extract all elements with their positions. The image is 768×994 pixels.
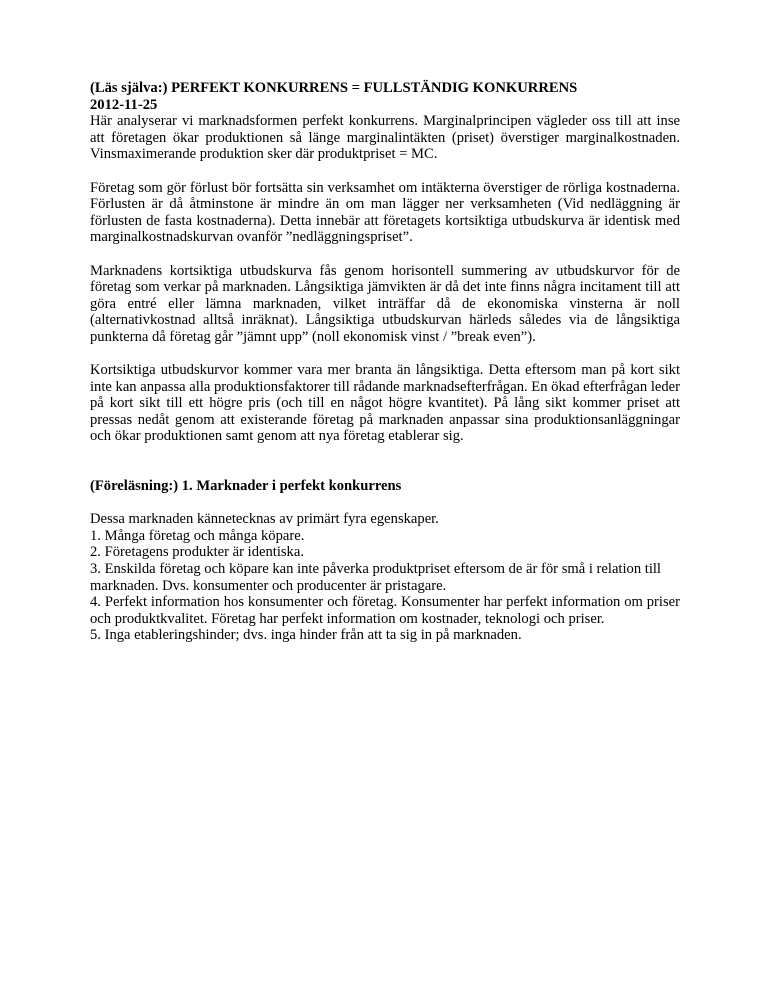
- paragraph-intro: Här analyserar vi marknadsformen perfekt konkurrens. Marginalprincipen vägleder oss till att inse att företagen ökar produktionen så länge marginalintäkten (priset) överstiger marginalkostnaden. Vinsmaximerande produktion sker där produktpriset = MC.: [90, 113, 680, 163]
- characteristics-list: [90, 528, 680, 644]
- paragraph-market-supply: Marknadens kortsiktiga utbudskurva fås genom horisontell summering av utbudskurvor för de företag som verkar på marknaden. Långsiktiga jämvikten är då det inte finns några incitament till att göra entré eller lämna marknaden, vilket inträffar då de ekonomiska vinsterna är noll (alternativkostnad alltså inräknat). Långsiktiga utbudskurvan härleds således via de långsiktiga punkterna då företag går ”jämnt upp” (noll ekonomisk vinst / ”break even”).: [90, 262, 680, 345]
- document-date: 2012-11-25: [90, 96, 158, 113]
- section-intro: Dessa marknaden kännetecknas av primärt fyra egenskaper.: [90, 511, 439, 528]
- list-item: 5. Inga etableringshinder; dvs. inga hinder från att ta sig in på marknaden.: [90, 627, 522, 644]
- list-item: 3. Enskilda företag och köpare kan inte påverka produktpriset eftersom de är för små i relation till marknaden. Dvs. konsumenter och producenter är pristagare.: [90, 561, 661, 594]
- list-item: 2. Företagens produkter är identiska.: [90, 544, 304, 561]
- list-item: 4. Perfekt information hos konsumenter och företag. Konsumenter har perfekt information om priser och produktkvalitet. Företag har perfekt information om kostnader, teknologi och priser.: [90, 594, 680, 627]
- paragraph-short-long-run: Kortsiktiga utbudskurvor kommer vara mer branta än långsiktiga. Detta eftersom man på kort sikt inte kan anpassa alla produktionsfaktorer till rådande marknadsefterfrågan. En ökad efterfrågan leder på kort sikt till ett högre pris (och till en något högre kvantitet). På lång sikt kommer priset att pressas nedåt genom att existerande företag på marknaden anpassar sina produktionsanläggningar och ökar produktionen samt genom att nya företag etablerar sig.: [90, 362, 680, 445]
- document-page: [90, 80, 680, 644]
- document-title: (Läs själva:) PERFEKT KONKURRENS = FULLSTÄNDIG KONKURRENS: [90, 80, 578, 96]
- list-item: 1. Många företag och många köpare.: [90, 527, 305, 544]
- section-heading: (Föreläsning:) 1. Marknader i perfekt konkurrens: [90, 478, 402, 495]
- paragraph-loss: Företag som gör förlust bör fortsätta sin verksamhet om intäkterna överstiger de rörliga kostnaderna. Förlusten är då åtminstone är mindre än om man lägger ner verksamheten (Vid nedläggning är förlusten de fasta kostnaderna). Detta innebär att företagets kortsiktiga utbudskurva är identisk med marginalkostnadskurvan ovanför ”nedläggningspriset”.: [90, 179, 680, 246]
